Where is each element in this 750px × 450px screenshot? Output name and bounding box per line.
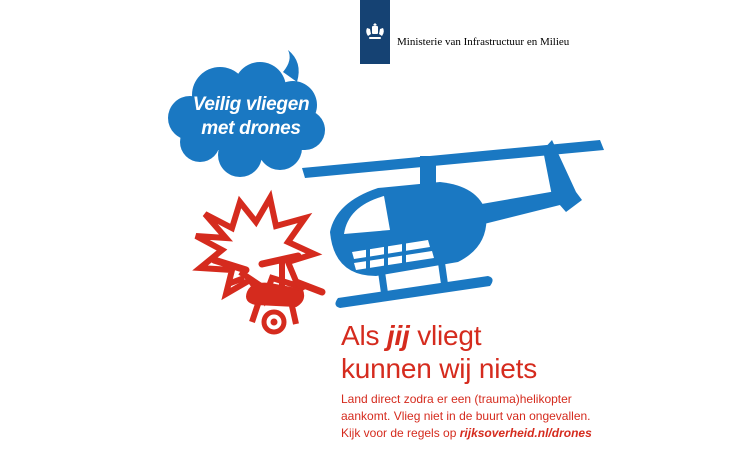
body-line2: aankomt. Vlieg niet in de buurt van ongevallen. <box>341 409 591 423</box>
headline <box>341 319 537 385</box>
headline-line1 <box>341 319 537 352</box>
body-line3-prefix: Kijk voor de regels op <box>341 426 460 440</box>
cloud-slogan-line1: Veilig vliegen <box>192 94 310 115</box>
body-line1: Land direct zodra er een (trauma)helikopter <box>341 392 572 406</box>
headline-part1: Als <box>341 320 387 351</box>
cloud-slogan-line2: met drones <box>201 118 301 139</box>
cloud-slogan <box>176 93 326 141</box>
ministry-name: Ministerie van Infrastructuur en Milieu <box>397 36 570 48</box>
headline-part2: vliegt <box>409 320 482 351</box>
drones-link[interactable]: rijksoverheid.nl/drones <box>459 426 592 440</box>
helicopter-icon <box>302 140 604 308</box>
body-line3 <box>341 425 592 442</box>
headline-emphasis: jij <box>386 320 410 351</box>
body-text <box>341 391 592 442</box>
headline-line2: kunnen wij niets <box>341 353 538 384</box>
